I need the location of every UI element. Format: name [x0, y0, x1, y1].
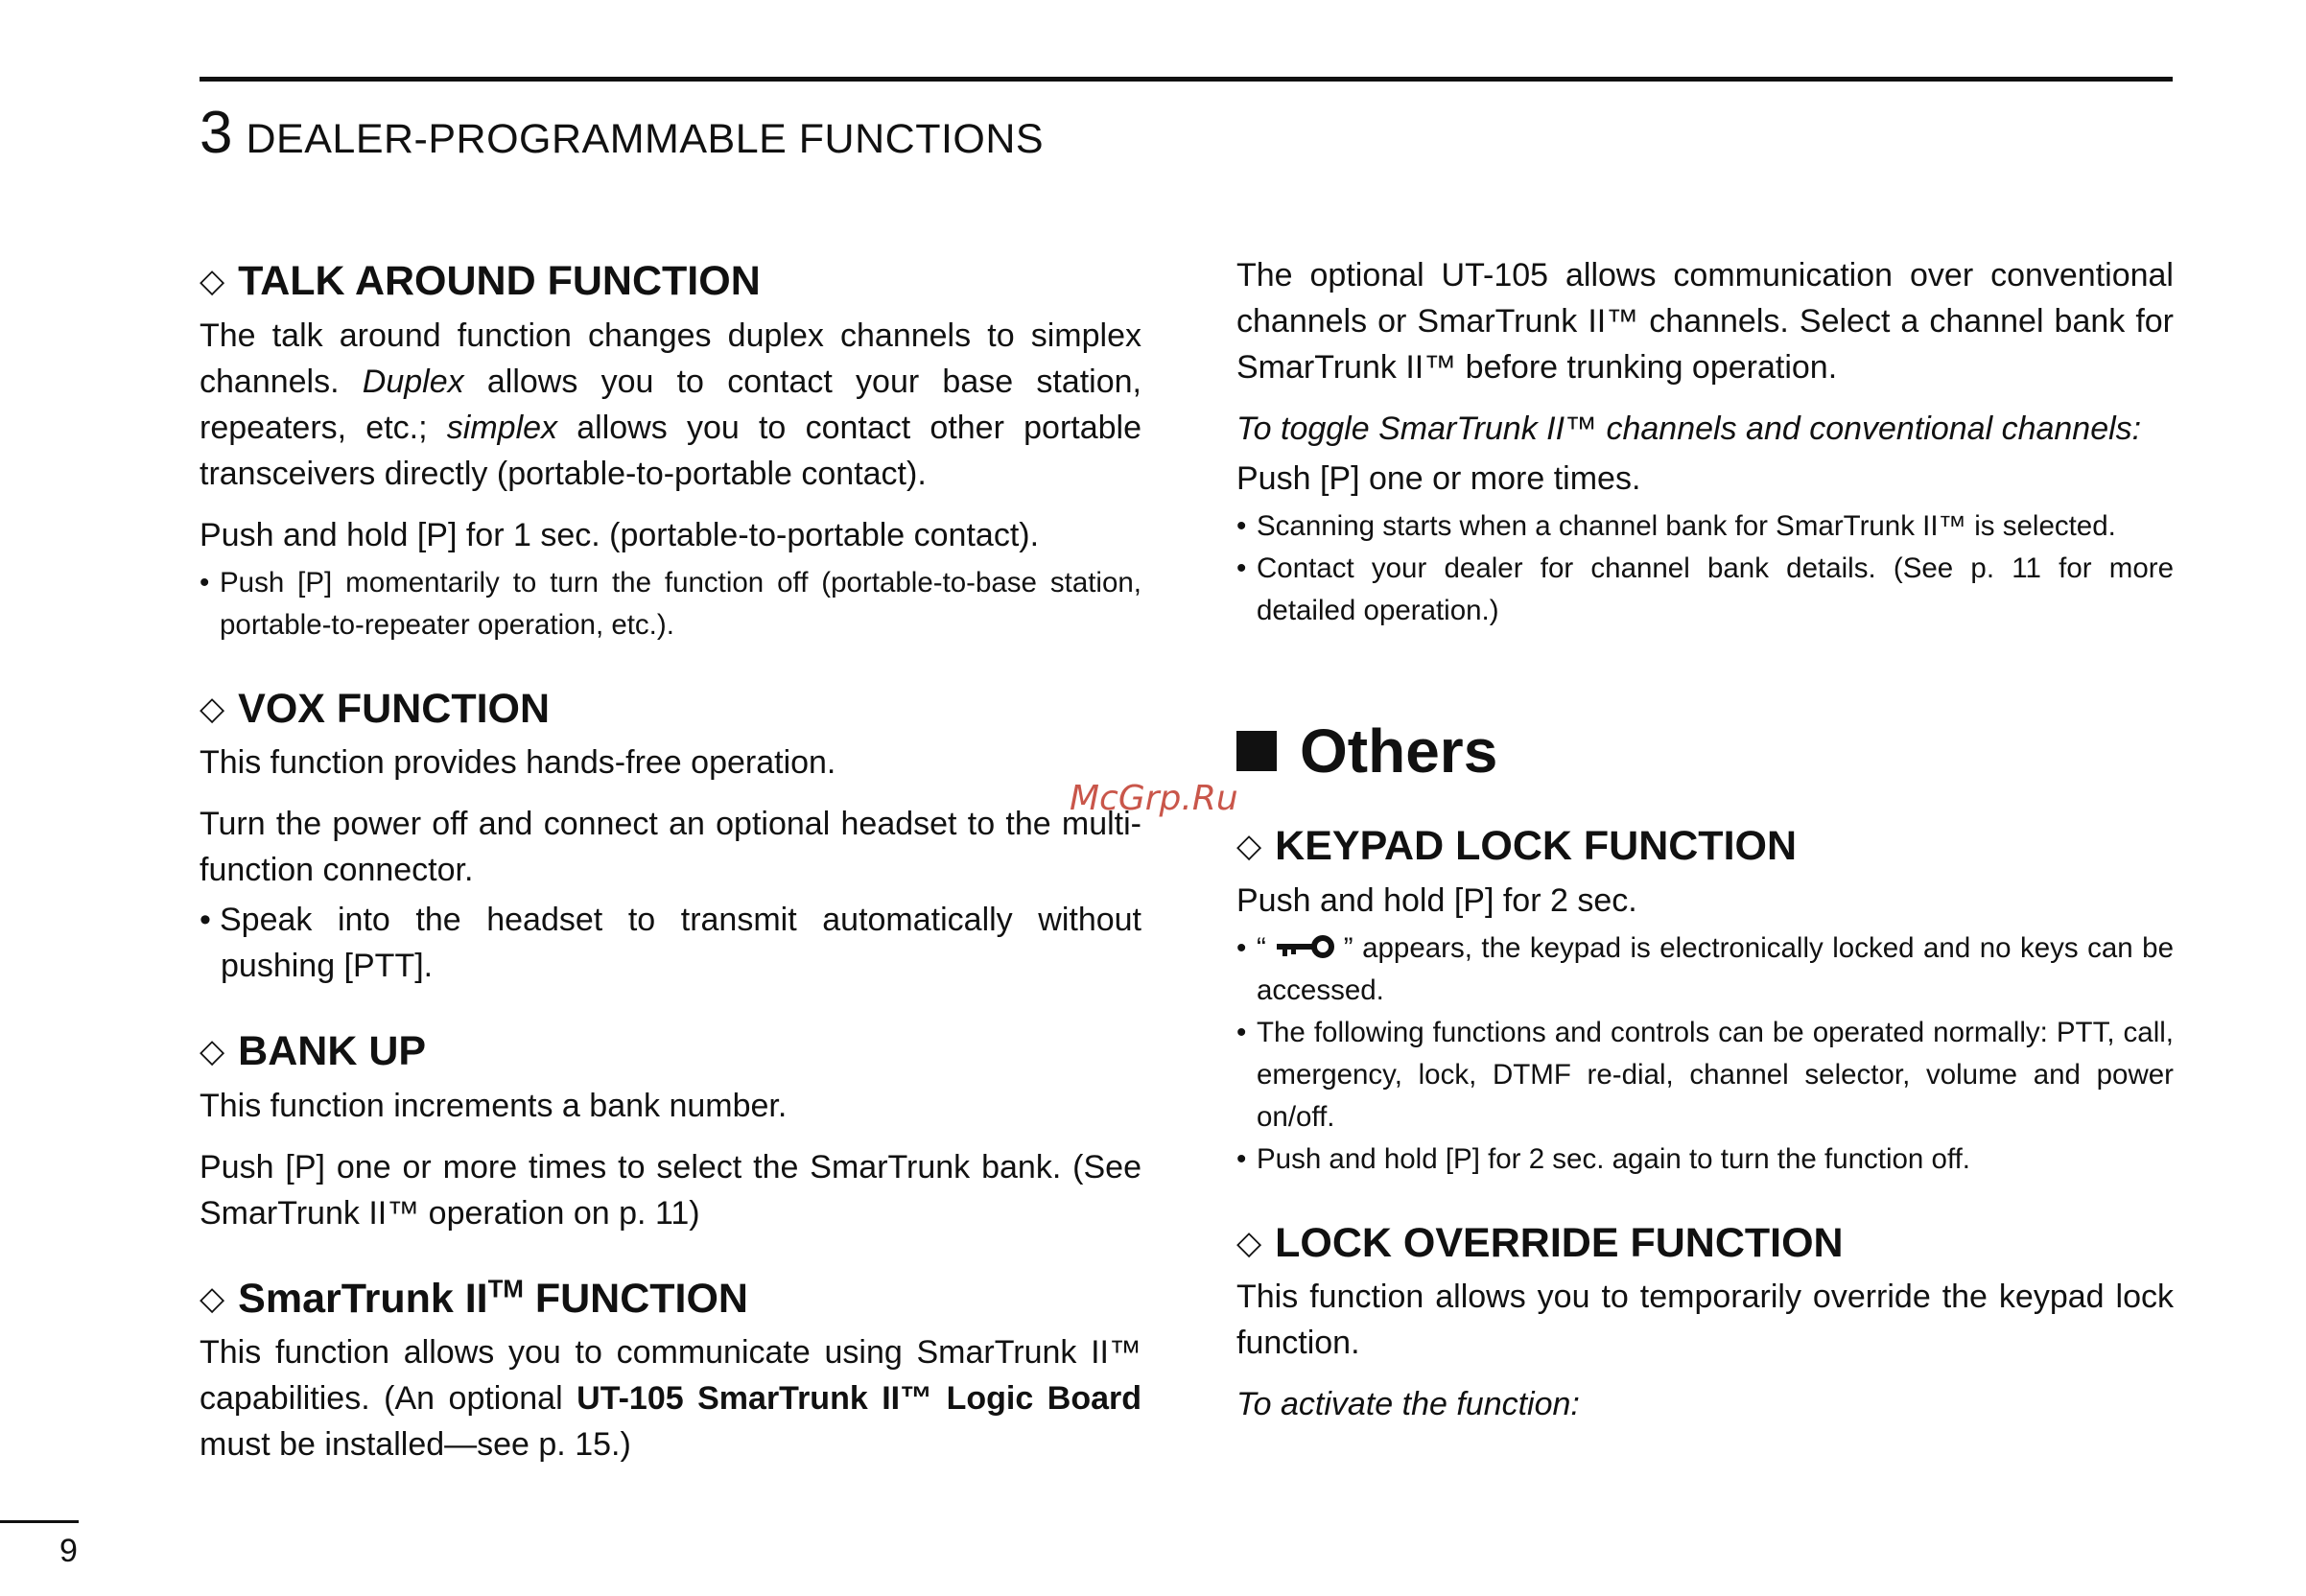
diamond-icon: ◇	[1236, 1224, 1262, 1261]
left-column	[200, 257, 1141, 1506]
vox-step: Turn the power off and connect an optional headset to the multi-function connector.	[200, 806, 1141, 889]
list-item: • Speak into the headset to transmit automatically without pushing [PTT].	[200, 902, 1141, 985]
bank-up-heading: ◇ BANK UP	[200, 1028, 427, 1075]
chapter-title: DEALER-PROGRAMMABLE FUNCTIONS	[246, 116, 1045, 162]
talk-around-section	[200, 257, 1141, 646]
vox-section	[200, 685, 1141, 990]
diamond-icon: ◇	[200, 263, 225, 299]
talk-around-description: The talk around function changes duplex channels to simplex channels. Duplex allows you to contact your base station, repeaters, etc.; simplex allows you to contact other portable transceivers directly (portable-to-portable contact).	[200, 317, 1141, 492]
lock-override-activate-label: To activate the function:	[1236, 1386, 1580, 1423]
chapter-header	[200, 100, 1045, 166]
diamond-icon: ◇	[200, 1033, 225, 1070]
list-item: • Push and hold [P] for 2 sec. again to turn the function off.	[1236, 1142, 1970, 1175]
talk-around-notes	[200, 562, 1141, 646]
keypad-lock-heading: ◇ KEYPAD LOCK FUNCTION	[1236, 823, 1798, 869]
keypad-lock-section	[1236, 822, 2174, 1181]
list-item: • “ ” appears, the keypad is electronically locked and no keys can be accessed.	[1236, 931, 2174, 1006]
list-item: • Scanning starts when a channel bank for SmarTrunk II™ is selected.	[1236, 510, 2116, 542]
toggle-label: To toggle SmarTrunk II™ channels and conventional channels:	[1236, 411, 2142, 447]
bank-up-step: Push [P] one or more times to select the SmarTrunk bank. (See SmarTrunk II™ operation on p. 11)	[200, 1148, 1141, 1232]
keypad-lock-step: Push and hold [P] for 2 sec.	[1236, 881, 1637, 919]
right-column	[1236, 252, 2174, 1466]
diamond-icon: ◇	[200, 690, 225, 727]
page-number-rule	[0, 1520, 79, 1523]
list-item: • Contact your dealer for channel bank details. (See p. 11 for more detailed operation.)	[1236, 552, 2174, 626]
vox-description: This function provides hands-free operation.	[200, 744, 836, 782]
talk-around-heading: ◇ TALK AROUND FUNCTION	[200, 258, 761, 304]
ut105-intro: The optional UT-105 allows communication over conventional channels or SmarTrunk II™ channels. Select a channel bank for SmarTrunk II™ before trunking operation.	[1236, 257, 2174, 386]
page-number: 9	[59, 1533, 78, 1569]
diamond-icon: ◇	[1236, 828, 1262, 864]
lock-override-section	[1236, 1219, 2174, 1428]
others-heading: Others	[1236, 720, 2174, 782]
smartrunk-section	[200, 1275, 1141, 1468]
diamond-icon: ◇	[200, 1279, 225, 1317]
talk-around-step: Push and hold [P] for 1 sec. (portable-to-portable contact).	[200, 516, 1040, 553]
bank-up-section	[200, 1027, 1141, 1236]
lock-override-description: This function allows you to temporarily override the keypad lock function.	[1236, 1279, 2174, 1362]
vox-notes	[200, 897, 1141, 989]
keypad-lock-notes	[1236, 927, 2174, 1181]
top-rule	[200, 77, 2173, 82]
list-item: • The following functions and controls can be operated normally: PTT, call, emergency, lock, DTMF re-dial, channel selector, volume and power on/off.	[1236, 1016, 2174, 1133]
watermark: McGrp.Ru	[1070, 779, 1238, 818]
toggle-step: Push [P] one or more times.	[1236, 460, 1641, 497]
chapter-number: 3	[200, 100, 233, 166]
toggle-notes	[1236, 505, 2174, 632]
lock-override-heading: ◇ LOCK OVERRIDE FUNCTION	[1236, 1219, 1844, 1266]
key-icon	[1275, 934, 1334, 959]
smartrunk-heading: ◇ SmarTrunk II™ FUNCTION	[200, 1275, 748, 1322]
list-item: • Push [P] momentarily to turn the function off (portable-to-base station, portable-to-repeater operation, etc.).	[200, 566, 1141, 641]
vox-heading: ◇ VOX FUNCTION	[200, 685, 551, 732]
smartrunk-description: This function allows you to communicate using SmarTrunk II™ capabilities. (An optional UT-105 SmarTrunk II™ Logic Board must be installed—see p. 15.)	[200, 1334, 1141, 1464]
square-bullet-icon	[1236, 731, 1277, 771]
bank-up-description: This function increments a bank number.	[200, 1087, 788, 1124]
